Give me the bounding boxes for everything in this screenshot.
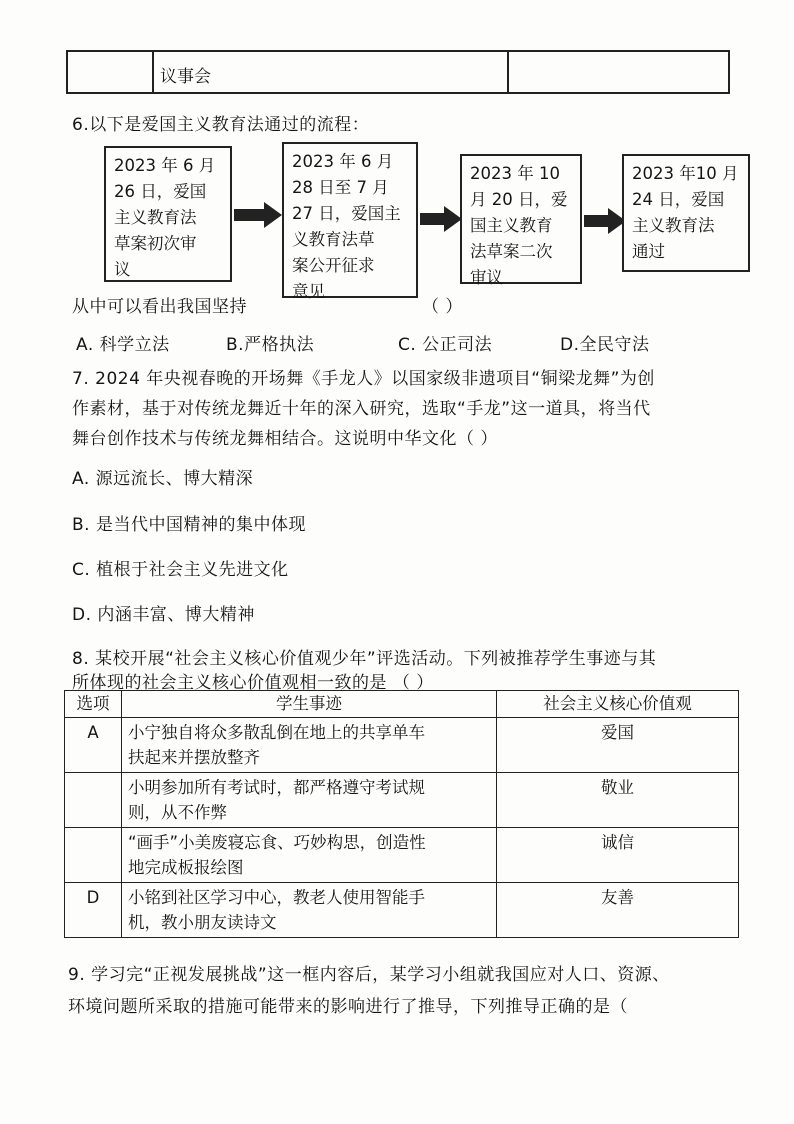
question-8-line-2: 所体现的社会主义核心价值观相一致的是 （ ） [72, 673, 434, 693]
flow-step-1 [104, 146, 232, 282]
flow-step-text: 国主义教育 [470, 216, 553, 235]
deed-line: 小明参加所有考试时，都严格遵守考试规 [128, 778, 425, 797]
deed-line: 机，教小朋友读诗文 [128, 913, 277, 932]
table-header-row [65, 691, 739, 718]
option-c: C. 公正司法 [398, 335, 493, 355]
row-deed [122, 773, 497, 828]
table-row [65, 718, 739, 773]
row-deed [122, 718, 497, 773]
flow-step-text: 通过 [632, 242, 665, 261]
column-header-value: 社会主义核心价值观 [497, 691, 739, 718]
flow-step-text: 议 [114, 260, 131, 279]
question-8-table [64, 690, 739, 938]
deed-line: “画手”小美废寝忘食、巧妙构思，创造性 [128, 833, 426, 852]
question-6-tail: 从中可以看出我国坚持 [72, 297, 247, 317]
flow-step-text: 24 日，爱国 [632, 190, 725, 209]
table-cell [68, 52, 154, 92]
flow-arrow-icon [234, 202, 284, 228]
flow-step-text: 28 日至 7 月 [292, 178, 389, 197]
option-d: D. 内涵丰富、博大精神 [72, 605, 255, 625]
option-a: A. 源远流长、博大精深 [72, 469, 254, 489]
option-b: B.严格执法 [226, 335, 315, 355]
flow-step-text: 草案初次审 [114, 234, 197, 253]
flow-step-2 [282, 142, 418, 301]
flow-step-text: 2023 年 6 月 [114, 156, 216, 175]
table-cell [509, 52, 728, 92]
row-option [65, 828, 122, 883]
flow-step-text: 2023 年10 月 [632, 164, 739, 183]
table-row [65, 883, 739, 938]
question-7-line-2: 作素材，基于对传统龙舞近十年的深入研究，选取“手龙”这一道具，将当代 [72, 399, 651, 419]
row-deed [122, 883, 497, 938]
deed-line: 小宁独自将众多散乱倒在地上的共享单车 [128, 723, 425, 742]
flow-step-text: 主义教育法 [114, 208, 197, 227]
flow-arrow-icon [420, 206, 464, 232]
flow-step-text: 26 日，爱国 [114, 182, 207, 201]
row-value: 爱国 [497, 718, 739, 773]
row-option [65, 773, 122, 828]
question-7-line-3: 舞台创作技术与传统龙舞相结合。这说明中华文化（ ） [72, 429, 498, 449]
row-option: A [65, 718, 122, 773]
option-c: C. 植根于社会主义先进文化 [72, 560, 289, 580]
flow-step-text: 义教育法草 [292, 230, 375, 249]
question-8-line-1: 8. 某校开展“社会主义核心价值观少年”评选活动。下列被推荐学生事迹与其 [72, 649, 657, 669]
option-a: A. 科学立法 [76, 335, 170, 355]
flow-step-4 [622, 154, 750, 272]
row-value: 敬业 [497, 773, 739, 828]
flow-step-text: 2023 年 10 [470, 164, 560, 183]
deed-line: 地完成板报绘图 [128, 858, 244, 877]
row-option: D [65, 883, 122, 938]
question-7-line-1: 7. 2024 年央视春晚的开场舞《手龙人》以国家级非遗项目“铜梁龙舞”为创 [72, 369, 655, 389]
deed-line: 扶起来并摆放整齐 [128, 748, 260, 767]
flow-step-text: 2023 年 6 月 [292, 152, 394, 171]
option-b: B. 是当代中国精神的集中体现 [72, 515, 306, 535]
question-9-line-2: 环境问题所采取的措施可能带来的影响进行了推导，下列推导正确的是（ [68, 997, 628, 1017]
table-row [65, 773, 739, 828]
flow-step-text: 月 20 日，爱 [470, 190, 568, 209]
flow-step-text: 意见 [292, 282, 325, 301]
previous-question-table [66, 50, 730, 94]
flow-step-3 [460, 154, 582, 287]
column-header-option: 选项 [65, 691, 122, 718]
column-header-deed: 学生事迹 [122, 691, 497, 718]
flow-step-text: 案公开征求 [292, 256, 375, 275]
row-value: 诚信 [497, 828, 739, 883]
flow-step-text: 法草案二次 [470, 242, 553, 261]
deed-line: 小铭到社区学习中心，教老人使用智能手 [128, 888, 425, 907]
table-cell [154, 52, 509, 92]
option-d: D.全民守法 [560, 335, 650, 355]
answer-bracket: （ ） [422, 297, 463, 317]
flow-step-text: 主义教育法 [632, 216, 715, 235]
flow-step-text: 27 日，爱国主 [292, 204, 401, 223]
row-value: 友善 [497, 883, 739, 938]
question-6-stem: 6.以下是爱国主义教育法通过的流程： [72, 115, 370, 135]
question-9-line-1: 9. 学习完“正视发展挑战”这一框内容后，某学习小组就我国应对人口、资源、 [68, 965, 670, 985]
table-row [65, 828, 739, 883]
deed-line: 则，从不作弊 [128, 803, 227, 822]
flow-step-text: 审议 [470, 268, 503, 287]
table-cell-text: 议事会 [160, 67, 211, 87]
row-deed [122, 828, 497, 883]
